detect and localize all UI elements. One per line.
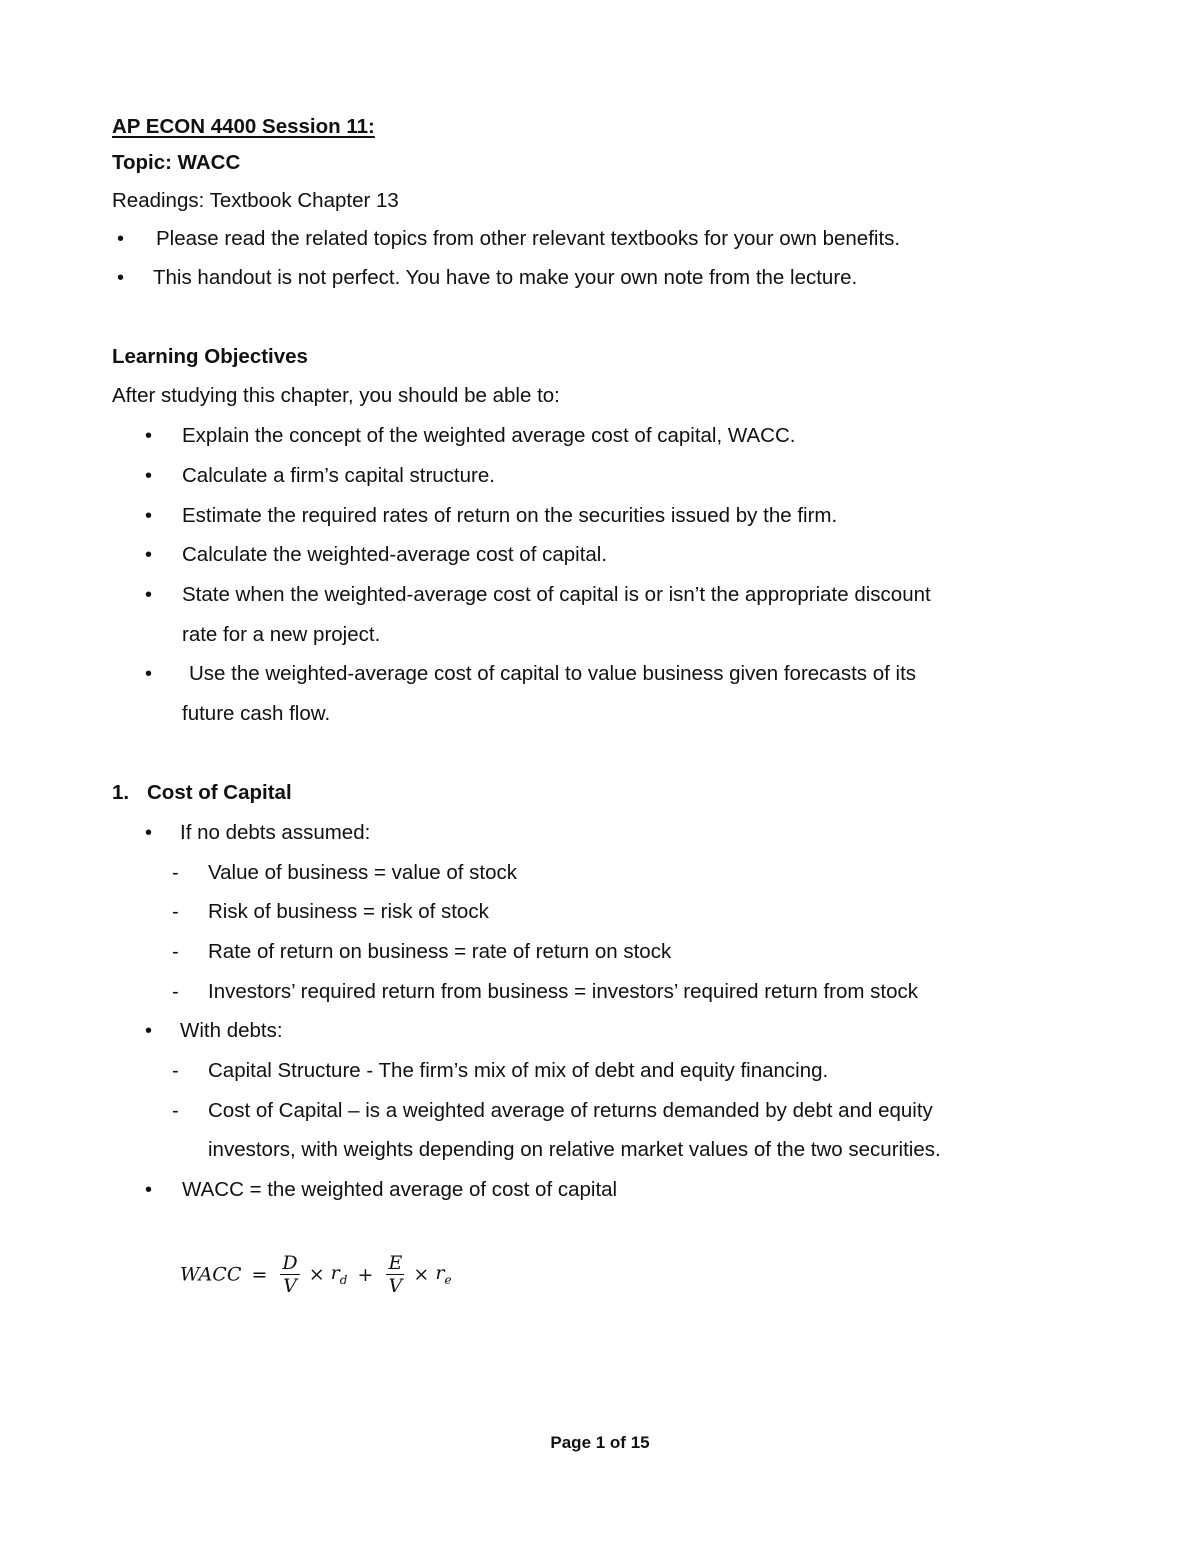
objective-item-continuation: future cash flow. — [182, 702, 331, 725]
objective-item: Explain the concept of the weighted average cost of capital, WACC. — [182, 424, 796, 447]
with-debt-label: With debts: — [180, 1019, 283, 1042]
objective-item: Estimate the required rates of return on the securities issued by the firm. — [182, 504, 838, 527]
formula-equals: = — [251, 1263, 268, 1286]
bullet-icon: • — [145, 425, 153, 447]
formula-times: × — [413, 1263, 430, 1286]
debt-numerator: D — [282, 1252, 298, 1274]
dash-marker: - — [172, 862, 179, 884]
equity-numerator: E — [388, 1252, 403, 1274]
bullet-icon: • — [145, 505, 153, 527]
wacc-formula — [180, 1252, 452, 1297]
section-number: 1. — [112, 781, 130, 804]
objective-item: Calculate a firm’s capital structure. — [182, 464, 495, 487]
rd-symbol: r — [330, 1262, 340, 1285]
objective-item: Use the weighted-average cost of capital to value business given forecasts of its — [189, 662, 917, 685]
topic-line: Topic: WACC — [112, 151, 241, 174]
wacc-definition: WACC = the weighted average of cost of capital — [182, 1178, 618, 1201]
re-subscript: e — [444, 1272, 452, 1287]
objectives-heading: Learning Objectives — [112, 345, 308, 368]
equity-denominator: V — [388, 1275, 403, 1297]
rd-subscript: d — [339, 1272, 348, 1287]
bullet-icon: • — [145, 1020, 153, 1042]
objective-item: State when the weighted-average cost of capital is or isn’t the appropriate discount — [182, 583, 931, 606]
dash-marker: - — [172, 1100, 179, 1122]
with-debt-item: Capital Structure - The firm’s mix of mix of debt and equity financing. — [208, 1059, 829, 1082]
bullet-icon: • — [145, 584, 153, 606]
formula-re — [435, 1262, 452, 1287]
objective-item: Calculate the weighted-average cost of capital. — [182, 543, 608, 566]
no-debt-item: Investors’ required return from business = investors’ required return from stock — [208, 980, 919, 1003]
bullet-icon: • — [117, 228, 125, 250]
bullet-icon: • — [145, 465, 153, 487]
bullet-icon: • — [145, 663, 153, 685]
with-debt-item: Cost of Capital – is a weighted average of returns demanded by debt and equity — [208, 1099, 933, 1122]
debt-denominator: V — [283, 1275, 297, 1297]
debt-weight-fraction — [280, 1252, 299, 1297]
no-debt-item: Rate of return on business = rate of return on stock — [208, 940, 672, 963]
no-debt-label: If no debts assumed: — [180, 821, 371, 844]
objective-item-continuation: rate for a new project. — [182, 623, 381, 646]
page-number: Page 1 of 15 — [550, 1433, 650, 1452]
with-debt-item-continuation: investors, with weights depending on relative market values of the two securities. — [208, 1138, 941, 1161]
equity-weight-fraction — [386, 1252, 404, 1297]
bullet-icon: • — [145, 1179, 153, 1201]
section-heading: Cost of Capital — [147, 781, 292, 804]
bullet-icon: • — [117, 267, 125, 289]
formula-lhs: WACC — [180, 1263, 242, 1286]
dash-marker: - — [172, 981, 179, 1003]
bullet-icon: • — [145, 544, 153, 566]
bullet-icon: • — [145, 822, 153, 844]
formula-rd — [330, 1262, 348, 1287]
note-item: Please read the related topics from other relevant textbooks for your own benefits. — [156, 227, 901, 250]
formula-plus: + — [357, 1263, 374, 1286]
no-debt-item: Value of business = value of stock — [208, 861, 518, 884]
note-item: This handout is not perfect. You have to make your own note from the lecture. — [153, 266, 858, 289]
dash-marker: - — [172, 941, 179, 963]
re-symbol: r — [435, 1262, 445, 1285]
dash-marker: - — [172, 1060, 179, 1082]
dash-marker: - — [172, 901, 179, 923]
no-debt-item: Risk of business = risk of stock — [208, 900, 489, 923]
formula-times: × — [308, 1263, 325, 1286]
objectives-intro: After studying this chapter, you should be able to: — [112, 384, 560, 407]
course-title: AP ECON 4400 Session 11: — [112, 115, 375, 138]
readings-line: Readings: Textbook Chapter 13 — [112, 189, 399, 212]
